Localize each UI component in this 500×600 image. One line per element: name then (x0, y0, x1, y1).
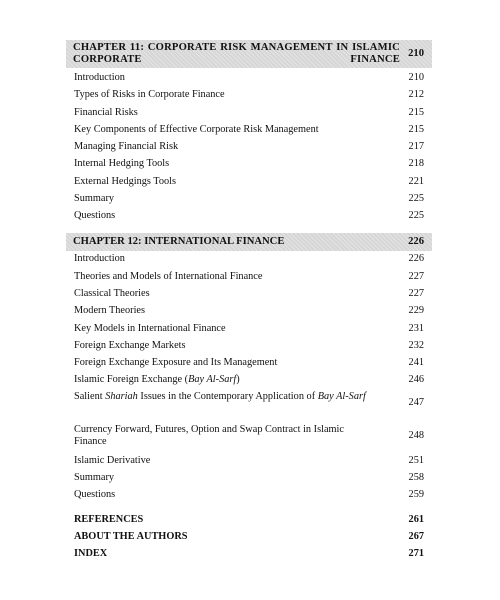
toc-entry (74, 357, 424, 369)
toc-entry (74, 472, 424, 484)
toc-entry-page: 212 (408, 89, 424, 100)
toc-entry-about-authors (74, 531, 424, 543)
toc-entry (74, 72, 424, 84)
toc-entry-title: External Hedgings Tools (74, 176, 177, 187)
toc-entry-page: 248 (408, 430, 424, 441)
toc-entry-title: Key Components of Effective Corporate Risk Management (74, 124, 319, 135)
toc-entry-title: Theories and Models of International Finance (74, 271, 263, 282)
toc-entry-page: 225 (408, 210, 424, 221)
toc-entry (74, 89, 424, 101)
chapter-11-page: 210 (408, 48, 424, 59)
toc-entry (74, 193, 424, 205)
toc-entry (74, 424, 424, 448)
toc-entry (74, 158, 424, 170)
toc-entry-index (74, 548, 424, 560)
toc-entry (74, 340, 424, 352)
toc-entry-page: 227 (408, 288, 424, 299)
toc-entry (74, 489, 424, 501)
toc-entry-title: Islamic Foreign Exchange (Bay Al-Sarf) (74, 374, 240, 385)
toc-entry (74, 124, 424, 136)
toc-entry-title: Islamic Derivative (74, 455, 151, 466)
toc-entry-title: Introduction (74, 253, 125, 264)
toc-entry-page: 226 (408, 253, 424, 264)
toc-entry-title: Classical Theories (74, 288, 150, 299)
toc-entry-title: INDEX (74, 548, 108, 559)
toc-entry-title: Financial Risks (74, 107, 138, 118)
toc-entry-title: Introduction (74, 72, 125, 83)
toc-entry-title: Types of Risks in Corporate Finance (74, 89, 225, 100)
toc-entry-page: 232 (408, 340, 424, 351)
toc-entry (74, 107, 424, 119)
chapter-12-header (66, 233, 432, 251)
toc-entry-page: 258 (408, 472, 424, 483)
toc-entry-page: 241 (408, 357, 424, 368)
toc-entry-references (74, 514, 424, 526)
toc-entry-page: 231 (408, 323, 424, 334)
toc-entry-page: 215 (408, 124, 424, 135)
toc-entry-page: 215 (408, 107, 424, 118)
toc-entry (74, 141, 424, 153)
toc-entry-title: Foreign Exchange Markets (74, 340, 186, 351)
toc-entry (74, 455, 424, 467)
toc-entry-page: 221 (408, 176, 424, 187)
chapter-12-title: CHAPTER 12: INTERNATIONAL FINANCE (73, 236, 285, 247)
toc-entry-page: 229 (408, 305, 424, 316)
toc-entry-title: Questions (74, 489, 116, 500)
toc-entry-page: 251 (408, 455, 424, 466)
toc-entry-page: 261 (408, 514, 424, 525)
toc-entry-title: ABOUT THE AUTHORS (74, 531, 188, 542)
toc-entry-page: 210 (408, 72, 424, 83)
toc-entry-page: 246 (408, 374, 424, 385)
toc-entry (74, 374, 424, 386)
toc-entry-title: Questions (74, 210, 116, 221)
toc-entry (74, 305, 424, 317)
toc-entry-page: 218 (408, 158, 424, 169)
toc-entry (74, 391, 424, 409)
toc-entry-page: 259 (408, 489, 424, 500)
toc-entry-page: 271 (408, 548, 424, 559)
toc-entry-page: 227 (408, 271, 424, 282)
toc-entry-title: Summary (74, 193, 115, 204)
chapter-11-header (66, 40, 432, 68)
toc-entry-title: Internal Hedging Tools (74, 158, 170, 169)
toc-entry-title: Summary (74, 472, 115, 483)
toc-entry-page: 225 (408, 193, 424, 204)
chapter-12-page: 226 (408, 236, 424, 247)
toc-entry-page: 267 (408, 531, 424, 542)
toc-entry-title: Managing Financial Risk (74, 141, 179, 152)
toc-entry-title: Foreign Exchange Exposure and Its Management (74, 357, 278, 368)
toc-entry-title: Currency Forward, Futures, Option and Swap Contract in Islamic Finance (74, 424, 344, 447)
toc-entry-title: Modern Theories (74, 305, 146, 316)
toc-entry-page: 217 (408, 141, 424, 152)
toc-entry-title: REFERENCES (74, 514, 144, 525)
toc-entry (74, 253, 424, 265)
toc-entry-page: 247 (408, 397, 424, 408)
toc-entry (74, 288, 424, 300)
toc-entry (74, 176, 424, 188)
toc-entry (74, 210, 424, 222)
chapter-11-title: CHAPTER 11: CORPORATE RISK MANAGEMENT IN ISLAMIC CORPORATE FINANCE (73, 42, 400, 65)
toc-entry-title: Salient Shariah Issues in the Contemporary Application of Bay Al-Sarf (74, 391, 366, 402)
toc-entry (74, 271, 424, 283)
toc-entry (74, 323, 424, 335)
toc-entry-title: Key Models in International Finance (74, 323, 226, 334)
